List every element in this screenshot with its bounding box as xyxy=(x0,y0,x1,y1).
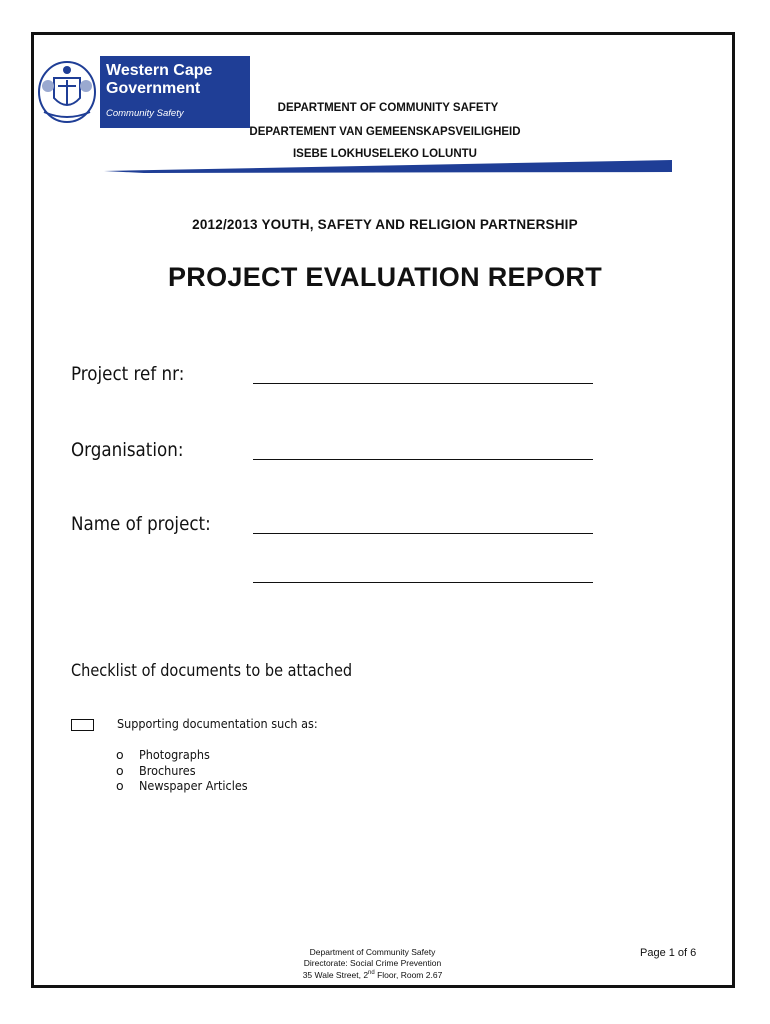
bullet-icon: o xyxy=(116,747,124,762)
report-title: PROJECT EVALUATION REPORT xyxy=(167,262,603,292)
department-name-xhosa: ISEBE LOKHUSELEKO LOLUNTU xyxy=(292,148,477,160)
department-name-afrikaans: DEPARTEMENT VAN GEMEENSKAPSVEILIGHEID xyxy=(249,126,521,138)
supporting-docs-checkbox[interactable] xyxy=(71,719,94,731)
footer-street: 35 Wale Street, 2nd Floor, Room 2.67 xyxy=(302,969,443,980)
project-name-line-2 xyxy=(253,582,593,583)
bullet-icon: o xyxy=(116,778,124,793)
partnership-heading: 2012/2013 YOUTH, SAFETY AND RELIGION PARTNERSHIP xyxy=(192,217,578,232)
department-name-english: DEPARTMENT OF COMMUNITY SAFETY xyxy=(277,102,499,114)
page-border xyxy=(31,32,735,988)
logo-subtitle: Community Safety xyxy=(106,108,184,119)
checklist-title: Checklist of documents to be attached xyxy=(71,661,353,680)
project-ref-line xyxy=(253,383,593,384)
header-swoosh xyxy=(104,158,672,174)
list-item-photographs: Photographs xyxy=(139,747,210,762)
organisation-label: Organisation: xyxy=(71,439,184,461)
list-item-newspaper-articles: Newspaper Articles xyxy=(139,778,248,793)
footer-directorate: Directorate: Social Crime Prevention xyxy=(303,957,442,968)
bullet-icon: o xyxy=(116,763,124,778)
organisation-line xyxy=(253,459,593,460)
project-ref-label: Project ref nr: xyxy=(71,363,185,385)
supporting-docs-label: Supporting documentation such as: xyxy=(117,716,318,731)
project-name-label: Name of project: xyxy=(71,513,211,535)
footer-department: Department of Community Safety xyxy=(309,947,436,957)
coat-of-arms-icon xyxy=(34,56,100,128)
page-number: Page 1 of 6 xyxy=(640,947,697,959)
project-name-line-1 xyxy=(253,533,593,534)
western-cape-government-logo xyxy=(34,56,250,128)
logo-line-western-cape: Western Cape xyxy=(106,62,213,79)
list-item-brochures: Brochures xyxy=(139,763,196,778)
footer-address xyxy=(250,947,495,980)
logo-line-government: Government xyxy=(106,80,201,97)
